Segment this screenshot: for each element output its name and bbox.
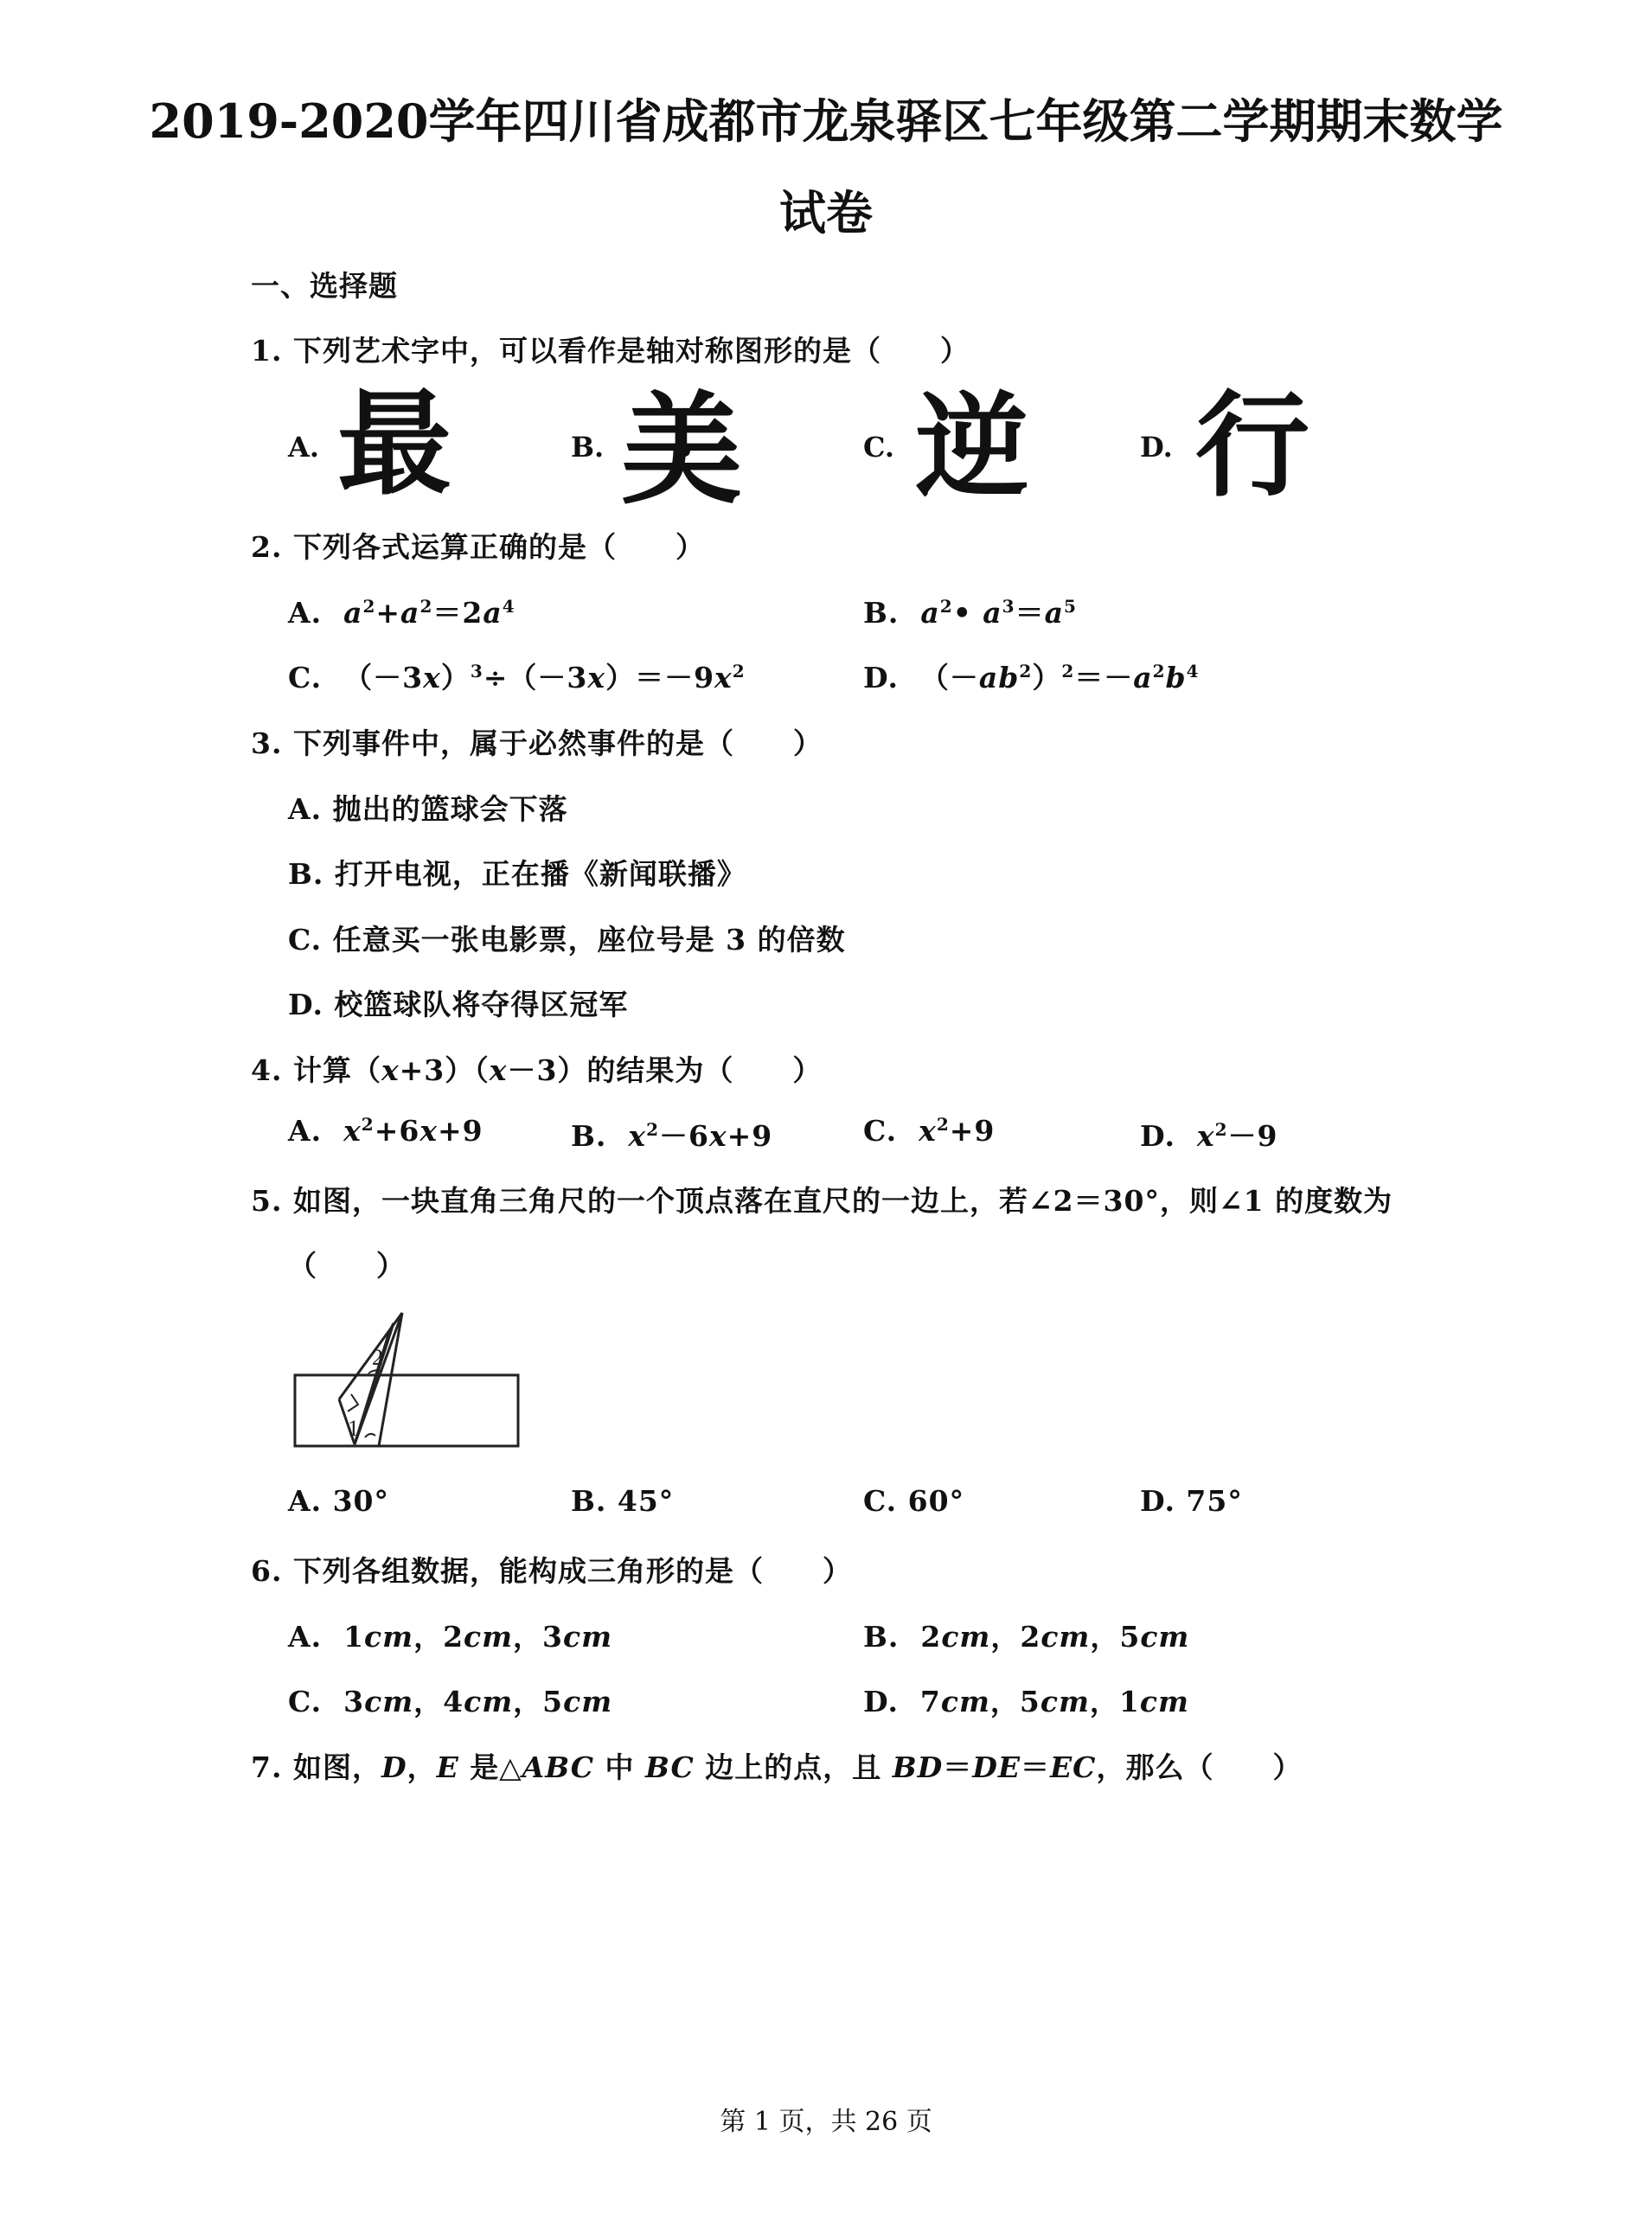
q7-stem: 7. 如图，D，E 是△ABC 中 BC 边上的点，且 BD＝DE＝EC，那么（ ） — [251, 1750, 1303, 1784]
q1-char-c: 逆 — [915, 381, 1029, 515]
q1-label-c: C. — [863, 431, 895, 464]
q4-option-b: B. $x^2-6x+9$ — [571, 1119, 773, 1153]
q1-char-a: 最 — [337, 378, 451, 511]
q6-option-d: D. 7cm，5cm，1cm — [863, 1685, 1189, 1718]
q2-stem: 2. 下列各式运算正确的是（ ） — [251, 530, 705, 564]
q5-option-d: D. 75° — [1140, 1484, 1243, 1518]
q6-option-c: C. 3cm，4cm，5cm — [288, 1685, 613, 1718]
q5-stem: 5. 如图，一块直角三角尺的一个顶点落在直尺的一边上，若∠2＝30°，则∠1 的度数为 — [251, 1184, 1393, 1218]
q3-stem: 3. 下列事件中，属于必然事件的是（ ） — [251, 726, 823, 760]
q5-option-b: B. 45° — [571, 1484, 675, 1518]
q1-label-b: B. — [571, 431, 605, 464]
q1-char-d: 行 — [1195, 380, 1309, 513]
ruler — [295, 1375, 518, 1446]
angle-2-label: 2 — [372, 1345, 383, 1370]
angle-1-label: 1 — [348, 1416, 359, 1441]
q4-stem: 4. 计算（x+3）（x－3）的结果为（ ） — [251, 1053, 823, 1087]
q5-paren: （ ） — [288, 1249, 406, 1283]
page-footer: 第 1 页，共 26 页 — [720, 2107, 932, 2137]
q1-label-a: A. — [288, 431, 319, 464]
section-heading: 一、选择题 — [251, 269, 398, 303]
q3-option-d: D. 校篮球队将夺得区冠军 — [288, 988, 629, 1021]
q3-option-a: A. 抛出的篮球会下落 — [288, 792, 568, 826]
q6-option-b: B. 2cm，2cm，5cm — [863, 1620, 1190, 1654]
q5-option-a: A. 30° — [288, 1484, 390, 1518]
q4-option-c: C. $x^2+9$ — [863, 1114, 996, 1148]
q6-stem: 6. 下列各组数据，能构成三角形的是（ ） — [251, 1554, 852, 1588]
q2-option-c: C. $(-3x)^3\div(-3x)=-9x^2$ — [288, 661, 746, 694]
q4-option-a: A. $x^2+6x+9$ — [288, 1114, 483, 1148]
q1-char-b: 美 — [621, 381, 743, 522]
q5-figure — [285, 1306, 536, 1457]
q1-stem: 1. 下列艺术字中，可以看作是轴对称图形的是（ ） — [251, 334, 970, 368]
q3-option-c: C. 任意买一张电影票，座位号是 3 的倍数 — [288, 923, 846, 957]
q6-option-a: A. 1cm，2cm，3cm — [288, 1620, 613, 1654]
title-line-1: 2019-2020学年四川省成都市龙泉驿区七年级第二学期期末数学 — [149, 93, 1503, 149]
q5-option-c: C. 60° — [863, 1484, 965, 1518]
q3-option-b: B. 打开电视，正在播《新闻联播》 — [288, 857, 746, 891]
q2-option-b: B. $a^2•$ $a^3=a^5$ — [863, 596, 1077, 630]
title-line-2: 试卷 — [779, 185, 873, 240]
q4-option-d: D. $x^2-9$ — [1140, 1119, 1278, 1153]
q2-option-d: D. $(-ab^2)^2=-a^2b^4$ — [863, 661, 1200, 694]
q1-label-d: D. — [1140, 431, 1173, 464]
q2-option-a: A. $a^2+a^2=2a^4$ — [288, 596, 515, 630]
